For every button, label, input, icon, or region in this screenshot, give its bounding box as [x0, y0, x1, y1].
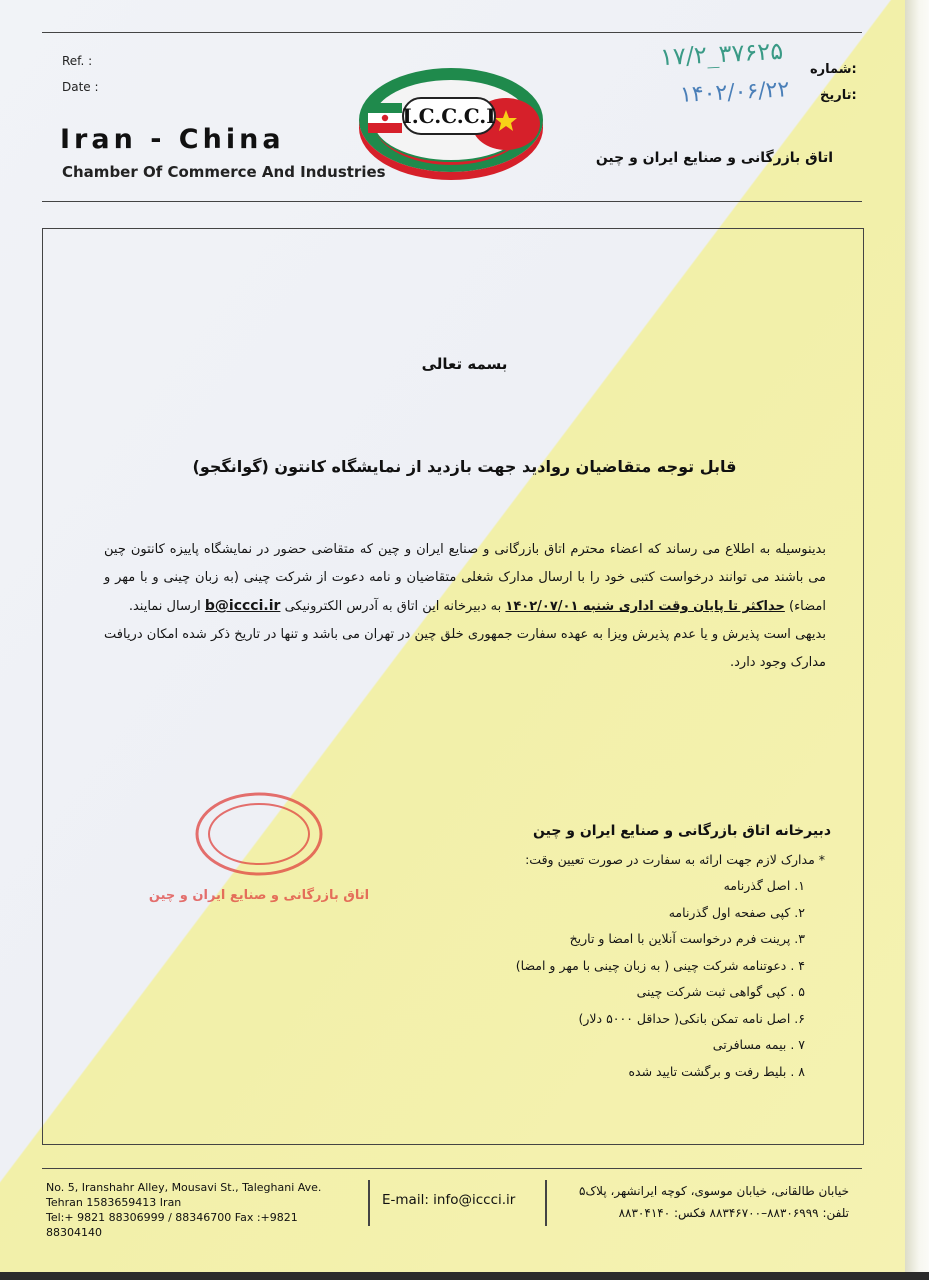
list-item: ۷ . بیمه مسافرتی — [712, 1037, 805, 1052]
footer-phone-fax: تلفن: ۸۸۳۰۶۹۹۹–۸۸۳۴۶۷۰۰ فکس: ۸۸۳۰۴۱۴۰ — [618, 1206, 849, 1220]
date-label: Date : — [62, 80, 99, 94]
contact-email-link[interactable]: b@iccci.ir — [204, 598, 281, 614]
para1-part-b: به دبیرخانه این اتاق به آدرس الکترونیکی — [284, 599, 502, 614]
para1-part-a: بدینوسیله به اطلاع می رساند که اعضاء محترم اتاق بازرگانی و صنایع ایران و چین که متقاضی حضور در نمایشگاه پاییزه کانتون چین می باشند می توانند درخواست کتبی خود را با ارسال مدارک شغلی متقاضیان و نامه دعوت از شرکت چینی (به زبان چینی و با مهر و امضاء) — [104, 542, 826, 614]
org-title-fa: اتاق بازرگانی و صنایع ایران و چین — [595, 150, 833, 166]
logo-text: I.C.C.C.I — [402, 104, 496, 128]
paragraph-1 — [104, 536, 826, 621]
handwritten-date: ۱۴۰۲/۰۶/۲۲ — [679, 77, 790, 108]
list-item: ۱. اصل گذرنامه — [723, 878, 805, 893]
list-item: ۶. اصل نامه تمکن بانکی( حداقل ۵۰۰۰ دلار) — [578, 1010, 805, 1026]
date-label-fa: :تاریخ — [820, 88, 857, 103]
chamber-logo — [356, 58, 546, 178]
org-title-en: Iran - China — [60, 124, 285, 155]
list-item: ۳. پرینت فرم درخواست آنلاین با امضا و تاریخ — [569, 931, 805, 946]
list-item: ۲. کپی صفحه اول گذرنامه — [668, 904, 805, 920]
org-subtitle-en: Chamber Of Commerce And Industries — [62, 163, 386, 181]
footer-address-line: خیابان طالقانی، خیابان موسوی، کوچه ایرانشهر، پلاک۵ — [578, 1184, 849, 1198]
stamp-text: اتاق بازرگانی و صنایع ایران و چین — [148, 888, 370, 903]
footer-divider — [545, 1180, 547, 1226]
paper-edge — [905, 0, 929, 1280]
letter-body — [104, 536, 826, 677]
required-docs-intro: * مدارک لازم جهت ارائه به سفارت در صورت تعیین وقت: — [525, 852, 825, 867]
footer-divider — [368, 1180, 370, 1226]
official-stamp — [148, 782, 370, 912]
footer-address-line: No. 5, Iranshahr Alley, Mousavi St., Taleghani Ave. — [46, 1181, 322, 1194]
para1-part-c: ارسال نمایند. — [128, 599, 201, 614]
required-docs-list — [516, 875, 805, 1087]
footer-phone-fax: Tel:+ 9821 88306999 / 88346700 Fax :+9821 88304140 — [46, 1211, 298, 1239]
list-item: ۴ . دعوتنامه شرکت چینی ( به زبان چینی با مهر و امضا) — [515, 957, 805, 973]
scan-bottom-edge — [0, 1272, 929, 1280]
deadline-highlight: حداکثر تا پایان وقت اداری شنبه ۱۴۰۲/۰۷/۰۱ — [505, 599, 785, 614]
paragraph-2: بدیهی است پذیرش و یا عدم پذیرش ویزا به عهده سفارت جمهوری خلق چین در تهران می باشد و تنها در تاریخ ذکر شده امکان دریافت مدارک وجود دارد. — [104, 627, 826, 670]
list-item: ۸ . بلیط رفت و برگشت تایید شده — [628, 1063, 805, 1079]
invocation: بسمه تعالی — [421, 355, 508, 373]
ref-label: Ref. : — [62, 54, 93, 68]
footer-address-en — [46, 1180, 356, 1240]
handwritten-number: ۱۷/۲_۳۷۶۲۵ — [659, 36, 784, 72]
list-item: ۵ . کپی گواهی ثبت شرکت چینی — [636, 984, 805, 999]
footer-email-link[interactable]: E-mail: info@iccci.ir — [382, 1192, 516, 1208]
letter-subject: قابل توجه متقاضیان روادید جهت بازدید از نمایشگاه کانتون (گوانگجو) — [192, 457, 737, 476]
signature-block: دبیرخانه اتاق بازرگانی و صنایع ایران و چین — [533, 823, 831, 839]
footer-address-line: Tehran 1583659413 Iran — [46, 1196, 182, 1209]
footer-address-fa — [549, 1180, 849, 1224]
number-label: :شماره — [810, 62, 857, 77]
